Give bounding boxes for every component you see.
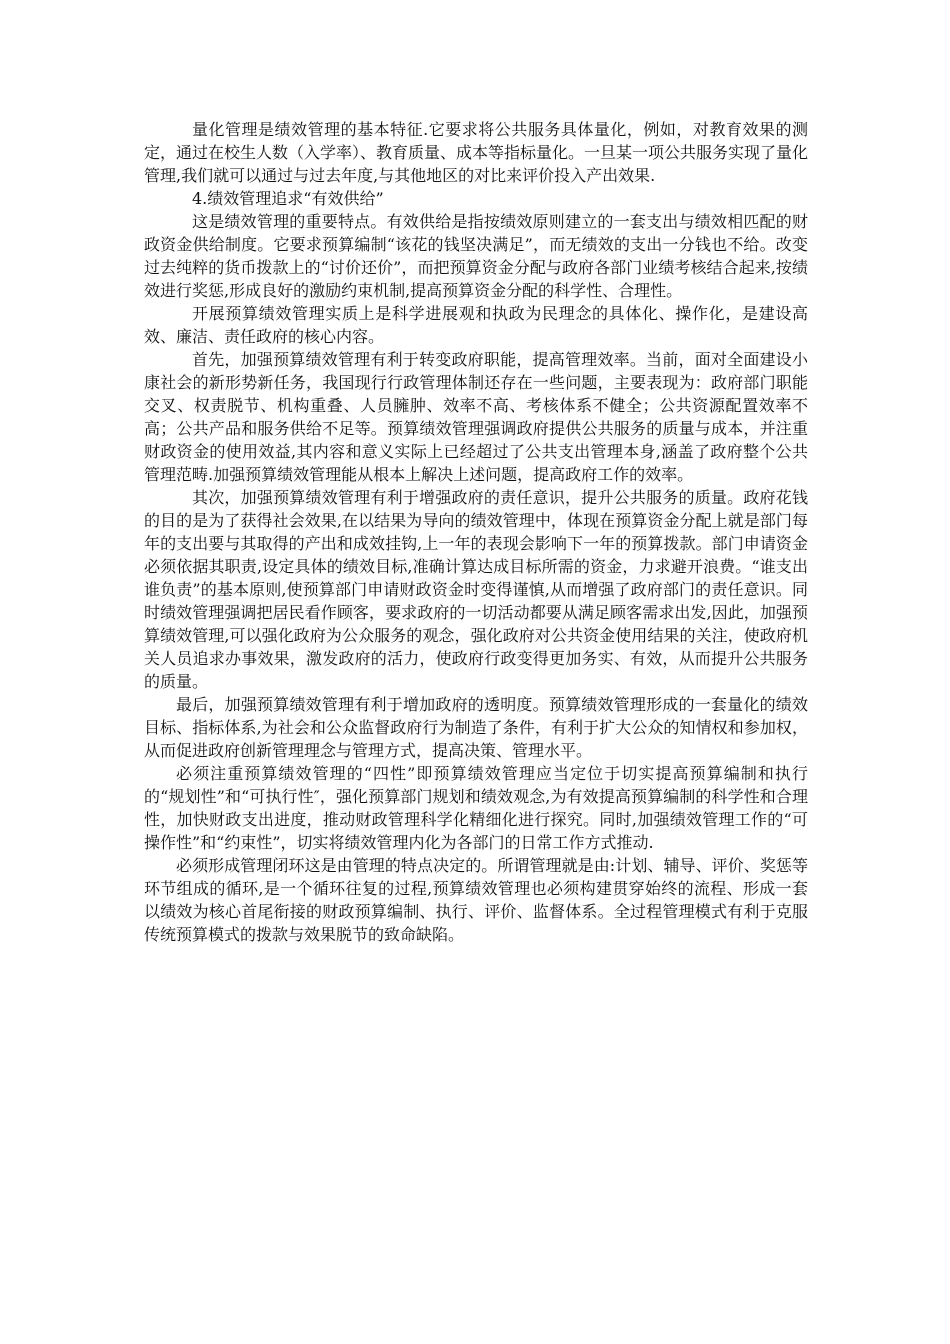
paragraph-first-point: 首先，加强预算绩效管理有利于转变政府职能，提高管理效率。当前，面对全面建设小康社会的新形势新任务，我国现行行政管理体制还存在一些问题，主要表现为：政府部门职能交叉、权责脱节、机构重叠、人员臃肿、效率不高、考核体系不健全；公共资源配置效率不高；公共产品和服务供给不足等。预算绩效管理强调政府提供公共服务的质量与成本，并注重财政资金的使用效益,其内容和意义实际上已经超过了公共支出管理本身,涵盖了政府整个公共管理范畴.加强预算绩效管理能从根本上解决上述问题，提高政府工作的效率。 (144, 350, 808, 484)
paragraph-management-loop: 必须形成管理闭环这是由管理的特点决定的。所谓管理就是由:计划、辅导、评价、奖惩等环节组成的循环,是一个循环往复的过程,预算绩效管理也必须构建贯穿始终的流程、形成一套以绩效为核心首尾衔接的财政预算编制、执行、评价、监督体系。全过程管理模式有利于克服传统预算模式的拨款与效果脱节的致命缺陷。 (144, 856, 808, 944)
document-body (144, 118, 808, 946)
paragraph-performance-essence: 开展预算绩效管理实质上是科学进展观和执政为民理念的具体化、操作化，是建设高效、廉洁、责任政府的核心内容。 (144, 304, 808, 346)
paragraph-last-point: 最后，加强预算绩效管理有利于增加政府的透明度。预算绩效管理形成的一套量化的绩效目标、指标体系,为社会和公众监督政府行为制造了条件，有利于扩大公众的知情权和参加权，从而促进政府创新管理理念与管理方式，提高决策、管理水平。 (144, 695, 808, 760)
paragraph-quantified-management: 量化管理是绩效管理的基本特征.它要求将公共服务具体量化，例如，对教育效果的测定，通过在校生人数（入学率）、教育质量、成本等指标量化。一旦某一项公共服务实现了量化管理,我们就可以通过与过去年度,与其他地区的对比来评价投入产出效果. (144, 120, 809, 185)
paragraph-second-point: 其次，加强预算绩效管理有利于增强政府的责任意识，提升公共服务的质量。政府花钱的目的是为了获得社会效果,在以结果为导向的绩效管理中，体现在预算资金分配上就是部门每年的支出要与其取得的产出和成效挂钩,上一年的表现会影响下一年的预算拨款。部门申请资金必须依据其职责,设定具体的绩效目标,准确计算达成目标所需的资金，力求避开浪费。“谁支出谁负责”的基本原则,使预算部门申请财政资金时变得谨慎,从而增强了政府部门的责任意识。同时绩效管理强调把居民看作顾客，要求政府的一切活动都要从满足顾客需求出发,因此，加强预算绩效管理,可以强化政府为公众服务的观念，强化政府对公共资金使用结果的关注，使政府机关人员追求办事效果，激发政府的活力，使政府行政变得更加务实、有效，从而提升公共服务的质量。 (144, 488, 808, 691)
paragraph-effective-supply: 这是绩效管理的重要特点。有效供给是指按绩效原则建立的一套支出与绩效相匹配的财政资金供给制度。它要求预算编制“该花的钱坚决满足”，而无绩效的支出一分钱也不给。改变过去纯粹的货币拨款上的“讨价还价”，而把预算资金分配与政府各部门业绩考核结合起来,按绩效进行奖惩,形成良好的激励约束机制,提高预算资金分配的科学性、合理性。 (144, 212, 808, 300)
paragraph-four-properties: 必须注重预算绩效管理的“四性”即预算绩效管理应当定位于切实提高预算编制和执行的“规划性”和“可执行性″，强化预算部门规划和绩效观念,为有效提高预算编制的科学性和合理性，加快财政支出进度，推动财政管理科学化精细化进行探究。同时,加强绩效管理工作的“可操作性”和“约束性”，切实将绩效管理内化为各部门的日常工作方式推动. (144, 764, 808, 852)
section-heading-effective-supply: 4.绩效管理追求“有效供给” (192, 189, 384, 208)
